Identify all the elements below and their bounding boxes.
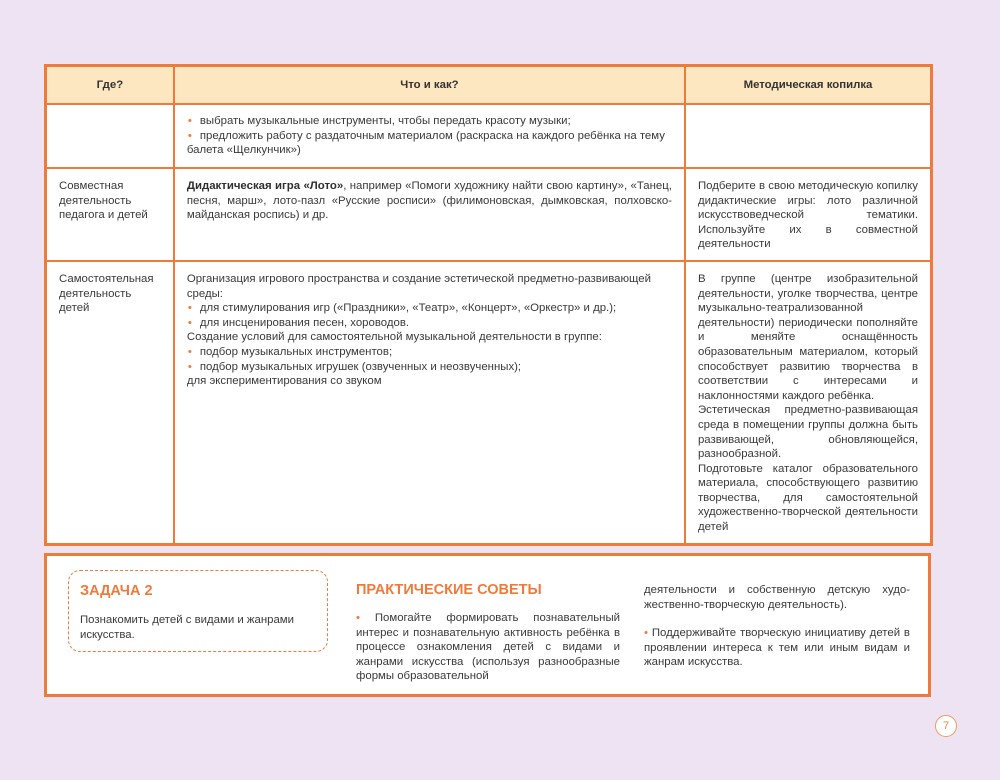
cell-outro: для экспериментирования со звуком xyxy=(186,375,382,388)
cell-where xyxy=(46,104,174,168)
cell-where: Самостоятельная деятельность детей xyxy=(46,261,174,544)
cell-where: Совместная деятельность педагога и детей xyxy=(46,168,174,261)
cell-kopilka xyxy=(685,261,932,544)
table-row xyxy=(46,104,932,168)
cell-intro-2: Создание условий для самостоятельной музыкальной деятельности в группе: xyxy=(186,331,602,344)
cell-what-how xyxy=(174,261,685,544)
kopilka-paragraph: Подготовьте каталог образовательного материала, способствующего развитию творчества, для самостоятельной художественно-творческой деятельности детей xyxy=(697,462,918,534)
task-card xyxy=(68,570,328,652)
bold-lead: Дидактическая игра «Лото» xyxy=(186,180,344,192)
tip-text: Поддерживайте творческую инициативу детей в проявлении интереса к тем или иным видам и жанрам искусства. xyxy=(644,627,910,669)
cell-text: , например «Помоги художнику найти свою картину», «Танец, песня, марш», лото-пазл «Русские росписи» (филимоновская, дымковская, полховско-майданская роспись) и др. xyxy=(186,180,672,222)
bullet-dot-icon: • xyxy=(644,627,648,640)
bullet-item: • подбор музыкальных игрушек (озвученных и неозвученных); xyxy=(187,360,672,375)
kopilka-paragraph: В группе (центре изобразительной деятельности, уголке творчества, центре музыкально-театрализованной деятельности) периодически пополняйте и меняйте оснащённость образовательным материалом, который способствует развитию творчества в соответствии с интересами и наклонностями каждого ребёнка. xyxy=(697,272,918,402)
cell-what-how xyxy=(174,168,685,261)
bullet-item: • для стимулирования игр («Праздники», «Театр», «Концерт», «Оркестр» и др.); xyxy=(187,301,672,316)
table-row xyxy=(46,168,932,261)
cell-kopilka xyxy=(685,104,932,168)
tip-text-continued: деятельности и собственную детскую художественно-творческую деятельность). xyxy=(644,584,910,611)
tips-column-2 xyxy=(644,583,910,670)
kopilka-paragraph: Эстетическая предметно-развивающая среда в помещении группы должна быть развивающей, обновляющейся, разнообразной. xyxy=(697,404,918,461)
cell-kopilka: Подберите в свою методическую копилку дидактические игры: лото различной искусствоведческой тематики. Используйте их в совместной деятельности xyxy=(685,168,932,261)
bullet-item: • для инсценирования песен, хороводов. xyxy=(187,316,672,331)
column-header-what-how: Что и как? xyxy=(174,66,685,105)
cell-intro: Организация игрового пространства и создание эстетической предметно-развивающей среды: xyxy=(186,272,651,300)
tip-item xyxy=(644,626,910,670)
table-header-row xyxy=(46,66,932,105)
column-header-where: Где? xyxy=(46,66,174,105)
bullet-item: • выбрать музыкальные инструменты, чтобы передать красоту музыки; xyxy=(187,114,672,129)
cell-what-how xyxy=(174,104,685,168)
column-header-kopilka: Методическая копилка xyxy=(685,66,932,105)
bullet-item: • подбор музыкальных инструментов; xyxy=(187,345,672,360)
bullet-text: предложить работу с раздаточным материалом (раскраска на каждого ребёнка на тему балета «Щелкунчик») xyxy=(186,129,665,157)
table-row xyxy=(46,261,932,544)
bullet-item xyxy=(187,129,672,158)
bullet-dot-icon: • xyxy=(356,612,360,624)
task-tips-panel xyxy=(44,553,931,697)
task-title: ЗАДАЧА 2 xyxy=(80,583,153,599)
page-number: 7 xyxy=(935,715,957,737)
tips-column-1 xyxy=(356,611,620,684)
tips-title: ПРАКТИЧЕСКИЕ СОВЕТЫ xyxy=(356,582,542,598)
tip-text: Помогайте формировать познавательный интерес и познавательную активность ребёнка в процессе ознакомления детей с видами и жанрами искусства (используя разнообразные формы образовательной xyxy=(356,612,620,683)
methodology-table xyxy=(44,64,933,546)
task-text: Познакомить детей с видами и жанрами искусства. xyxy=(80,614,295,641)
